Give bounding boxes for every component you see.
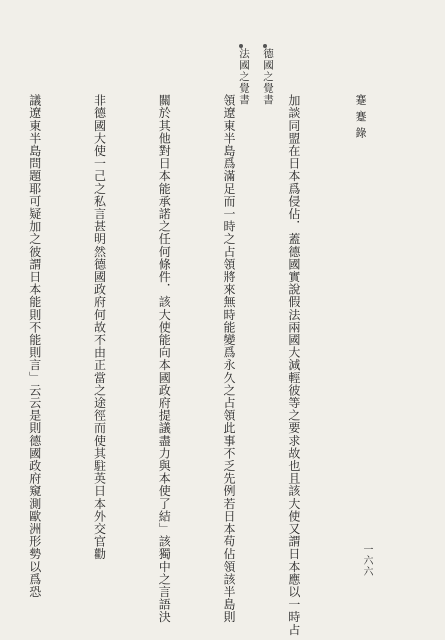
- margin-note-french-memorandum: 法國之覺書: [238, 48, 250, 106]
- margin-note-german-memorandum: 德國之覺書: [262, 48, 274, 106]
- text-column: 關於其他對日本能承諾之任何條件．該大使能向本國政府提議盡力與本使了結」該獨中之言語決: [157, 94, 172, 624]
- running-title: 蹇 蹇 錄: [354, 94, 367, 139]
- text-column: 議遼東半島問題耶可疑加之彼謂日本能則不能則言」云云是則德國政府窺測歐洲形勢以爲恐: [27, 94, 42, 598]
- text-column: 加談同盟在日本爲侵佔．蓋德國實說假法兩國大減輕彼等之要求故也且該大使又謂日本應以一時占: [286, 94, 301, 636]
- body-text: [0, 94, 347, 636]
- page-number: 一六六: [361, 544, 372, 577]
- text-column: 領遼東半島爲滿足而一時之占領將來無時能變爲永久之占領此事不乏先例若日本苟佔領該半島則: [222, 94, 237, 624]
- text-column: 非德國大使一己之私言甚明然德國政府何故不由正當之途徑而使其駐英日本外交官勸: [92, 94, 107, 561]
